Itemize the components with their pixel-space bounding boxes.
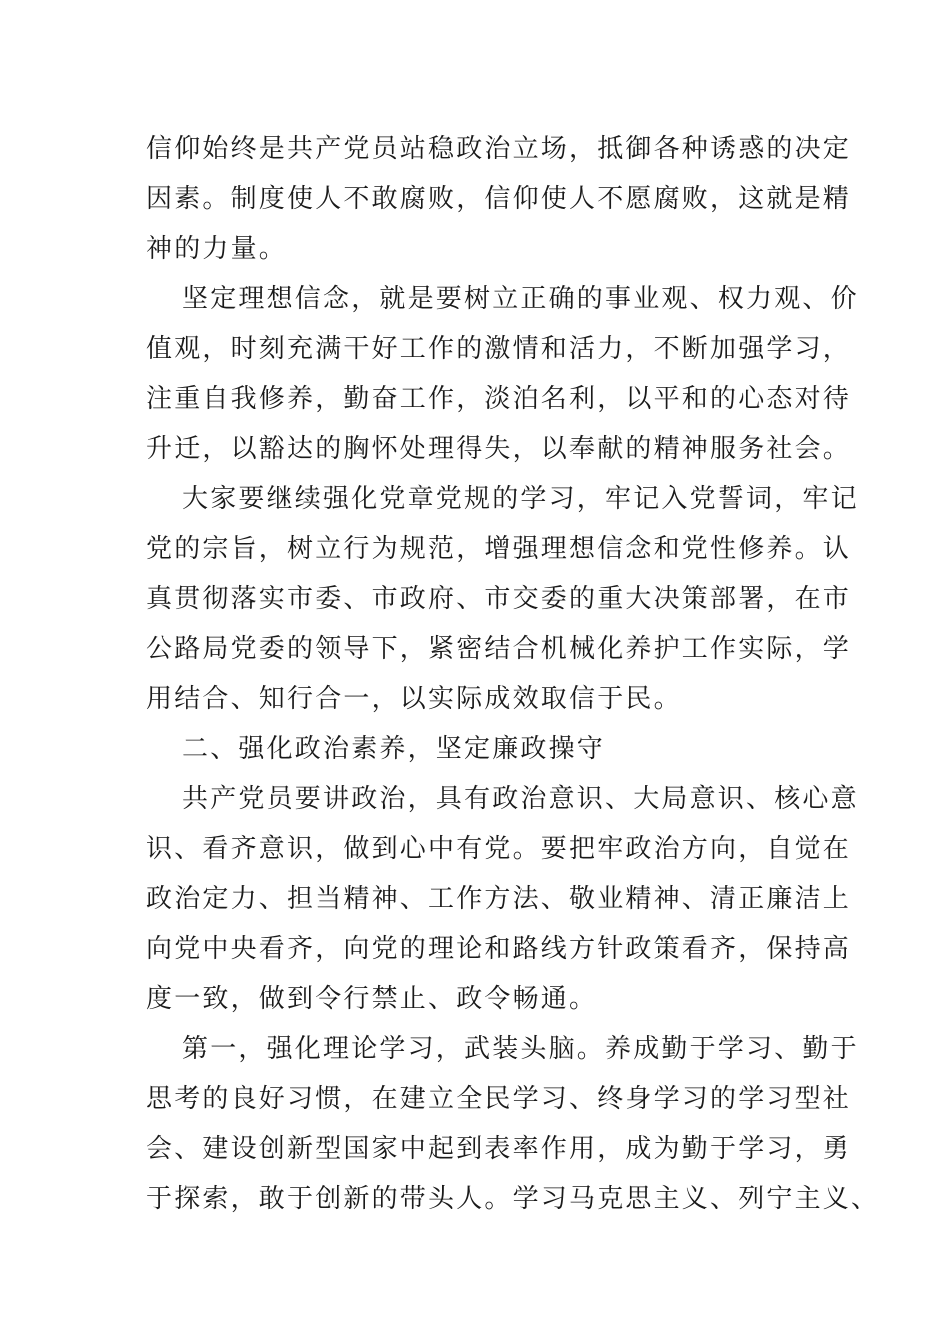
text-line-14: 共产党员要讲政治，具有政治意识、大局意识、核心意 (182, 784, 859, 814)
text-line-1: 信仰始终是共产党员站稳政治立场，抵御各种诱惑的决定 (146, 134, 852, 164)
text-line-2: 因素。制度使人不敢腐败，信仰使人不愿腐败，这就是精 (146, 184, 852, 214)
text-line-10: 真贯彻落实市委、市政府、市交委的重大决策部署，在市 (146, 584, 852, 614)
text-line-21: 会、建设创新型国家中起到表率作用，成为勤于学习，勇 (146, 1134, 852, 1164)
text-line-17: 向党中央看齐，向党的理论和路线方针政策看齐，保持高 (146, 934, 852, 964)
section-heading: 二、强化政治素养，坚定廉政操守 (182, 734, 606, 764)
text-line-7: 升迁，以豁达的胸怀处理得失，以奉献的精神服务社会。 (146, 434, 852, 464)
text-line-3: 神的力量。 (146, 234, 288, 264)
text-line-22: 于探索，敢于创新的带头人。学习马克思主义、列宁主义、 (146, 1184, 880, 1214)
text-line-19: 第一，强化理论学习，武装头脑。养成勤于学习、勤于 (182, 1034, 859, 1064)
text-line-6: 注重自我修养，勤奋工作，淡泊名利，以平和的心态对待 (146, 384, 852, 414)
text-line-18: 度一致，做到令行禁止、政令畅通。 (146, 984, 598, 1014)
text-line-20: 思考的良好习惯，在建立全民学习、终身学习的学习型社 (146, 1084, 852, 1114)
text-line-9: 党的宗旨，树立行为规范，增强理想信念和党性修养。认 (146, 534, 852, 564)
text-line-16: 政治定力、担当精神、工作方法、敬业精神、清正廉洁上 (146, 884, 852, 914)
text-line-5: 值观，时刻充满干好工作的激情和活力，不断加强学习， (146, 334, 852, 364)
text-line-15: 识、看齐意识，做到心中有党。要把牢政治方向，自觉在 (146, 834, 852, 864)
text-line-8: 大家要继续强化党章党规的学习，牢记入党誓词，牢记 (182, 484, 859, 514)
text-line-12: 用结合、知行合一，以实际成效取信于民。 (146, 684, 682, 714)
document-body (146, 124, 880, 1224)
text-line-11: 公路局党委的领导下，紧密结合机械化养护工作实际，学 (146, 634, 852, 664)
text-line-4: 坚定理想信念，就是要树立正确的事业观、权力观、价 (182, 284, 859, 314)
